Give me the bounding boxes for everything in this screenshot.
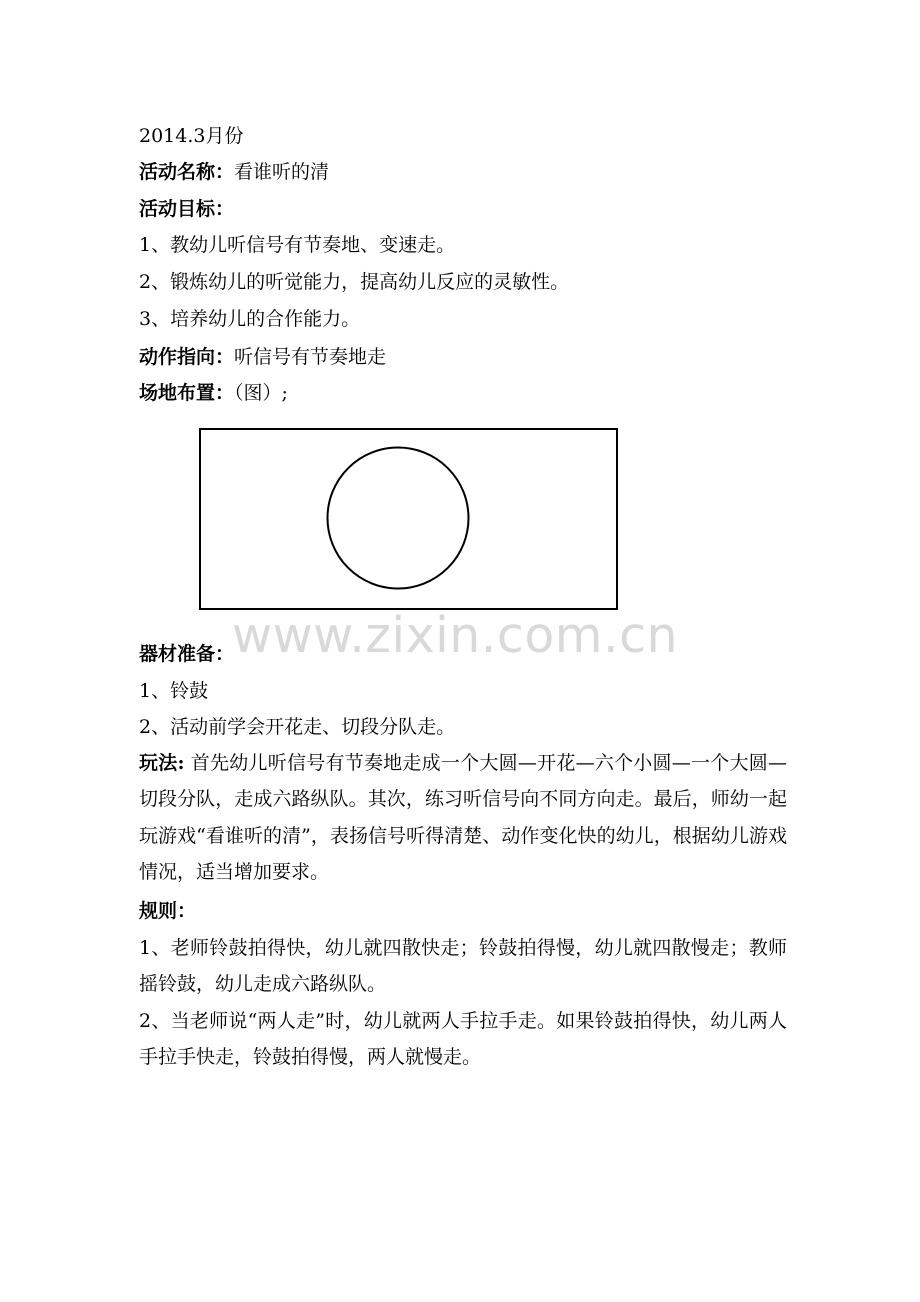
rule-item-2: 2、当老师说“两人走”时，幼儿就两人手拉手走。如果铃鼓拍得快，幼儿两人手拉手快走，铃鼓拍得慢，两人就慢走。 — [139, 1010, 787, 1069]
rule-item-1: 1、老师铃鼓拍得快，幼儿就四散快走；铃鼓拍得慢，幼儿就四散慢走；教师摇铃鼓，幼儿走成六路纵队。 — [139, 937, 787, 996]
date-line: 2014.3月份 — [139, 125, 244, 147]
action-guide-line — [139, 345, 789, 369]
material-item-1: 1、铃鼓 — [139, 680, 209, 702]
materials-label: 器材准备： — [139, 643, 235, 665]
gameplay-text: 首先幼儿听信号有节奏地走成一个大圆—开花—六个小圆—一个大圆—切段分队，走成六路纵队。其次，练习听信号向不同方向走。最后，师幼一起玩游戏“看谁听的清”，表扬信号听得清楚、动作变化快的幼儿，根据幼儿游戏情况，适当增加要求。 — [139, 752, 787, 883]
goal-item-2: 2、锻炼幼儿的听觉能力，提高幼儿反应的灵敏性。 — [139, 271, 570, 293]
action-guide-value: 听信号有节奏地走 — [234, 346, 387, 368]
venue-layout-value: （图）; — [234, 382, 288, 404]
field-circle — [328, 448, 469, 589]
action-guide-label: 动作指向： — [139, 346, 235, 368]
watermark: www.zixin.com.cn — [232, 607, 679, 664]
gameplay-paragraph — [139, 745, 787, 890]
venue-diagram — [199, 428, 618, 610]
rules-label: 规则： — [139, 900, 197, 922]
activity-name-label: 活动名称： — [139, 161, 235, 183]
venue-layout-line — [139, 381, 789, 405]
field-rectangle — [200, 429, 617, 609]
gameplay-label: 玩法: — [139, 752, 185, 774]
venue-layout-label: 场地布置： — [139, 382, 235, 404]
activity-goals-label: 活动目标： — [139, 198, 235, 220]
activity-name-value: 看谁听的清 — [234, 161, 330, 183]
goal-item-1: 1、教幼儿听信号有节奏地、变速走。 — [139, 234, 456, 256]
goal-item-3: 3、培养幼儿的合作能力。 — [139, 308, 361, 330]
material-item-2: 2、活动前学会开花走、切段分队走。 — [139, 716, 456, 738]
activity-name-line — [139, 160, 789, 184]
